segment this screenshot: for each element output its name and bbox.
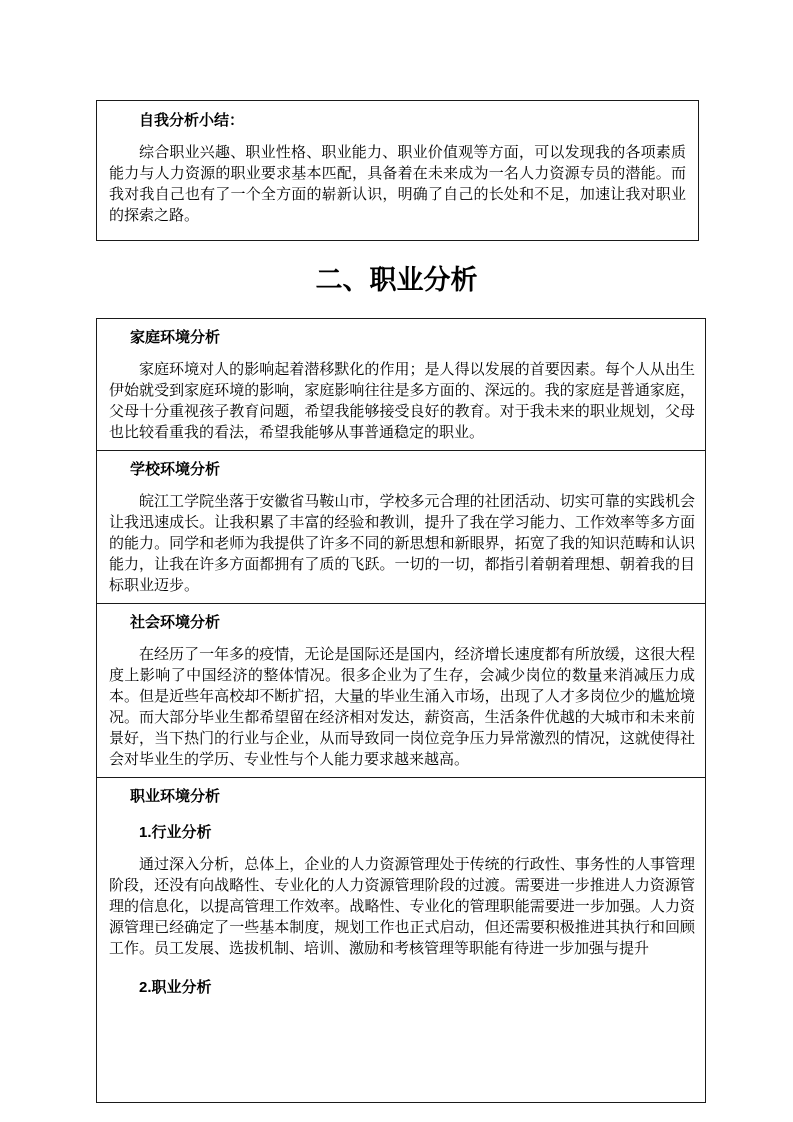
self-analysis-box bbox=[96, 100, 699, 241]
table-row-school-environment bbox=[97, 450, 705, 603]
career-environment-heading: 职业环境分析 bbox=[130, 788, 221, 805]
industry-analysis-subheading: 1.行业分析 bbox=[139, 824, 212, 841]
self-analysis-heading: 自我分析小结： bbox=[139, 112, 245, 129]
environment-analysis-table bbox=[96, 318, 706, 1103]
school-environment-paragraph: 皖江工学院坐落于安徽省马鞍山市，学校多元合理的社团活动、切实可靠的实践机会让我迅速成长。让我积累了丰富的经验和教训，提升了我在学习能力、工作效率等多方面的能力。同学和老师为我提供了许多不同的新思想和新眼界，拓宽了我的知识范畴和认识能力，让我在许多方面都拥有了质的飞跃。一切的一切，都指引着朝着理想、朝着我的目标职业迈步。 bbox=[109, 494, 695, 594]
family-environment-heading: 家庭环境分析 bbox=[130, 329, 221, 346]
table-row-social-environment bbox=[97, 603, 705, 777]
social-environment-heading: 社会环境分析 bbox=[130, 614, 221, 631]
self-analysis-body: 综合职业兴趣、职业性格、职业能力、职业价值观等方面，可以发现我的各项素质能力与人力资源的职业要求基本匹配，具备着在未来成为一名人力资源专员的潜能。而我对我自己也有了一个全方面的崭新认识，明确了自己的长处和不足，加速让我对职业的探索之路。 bbox=[109, 145, 686, 224]
table-row-family-environment bbox=[97, 319, 705, 450]
family-environment-paragraph: 家庭环境对人的影响起着潜移默化的作用；是人得以发展的首要因素。每个人从出生伊始就受到家庭环境的影响，家庭影响往往是多方面的、深远的。我的家庭是普通家庭，父母十分重视孩子教育问题，希望我能够接受良好的教育。对于我未来的职业规划，父母也比较看重我的看法，希望我能够从事普通稳定的职业。 bbox=[109, 362, 695, 441]
occupation-analysis-subheading: 2.职业分析 bbox=[139, 979, 212, 996]
social-environment-paragraph: 在经历了一年多的疫情，无论是国际还是国内，经济增长速度都有所放缓，这很大程度上影响了中国经济的整体情况。很多企业为了生存，会减少岗位的数量来消减压力成本。但是近些年高校却不断扩招，大量的毕业生涌入市场，出现了人才多岗位少的尴尬境况。而大部分毕业生都希望留在经济相对发达，薪资高，生活条件优越的大城市和未来前景好，当下热门的行业与企业，从而导致同一岗位竞争压力异常激烈的情况，这就使得社会对毕业生的学历、专业性与个人能力要求越来越高。 bbox=[109, 647, 695, 768]
industry-analysis-paragraph: 通过深入分析，总体上，企业的人力资源管理处于传统的行政性、事务性的人事管理阶段，还没有向战略性、专业化的人力资源管理阶段的过渡。需要进一步推进人力资源管理的信息化，以提高管理工作效率。战略性、专业化的管理职能需要进一步加强。人力资源管理已经确定了一些基本制度，规划工作也正式启动，但还需要积极推进其执行和回顾工作。员工发展、选拔机制、培训、激励和考核管理等职能有待进一步加强与提升 bbox=[109, 857, 695, 957]
school-environment-heading: 学校环境分析 bbox=[130, 461, 221, 478]
section-title: 二、职业分析 bbox=[315, 265, 478, 295]
table-row-career-environment bbox=[97, 777, 705, 1102]
